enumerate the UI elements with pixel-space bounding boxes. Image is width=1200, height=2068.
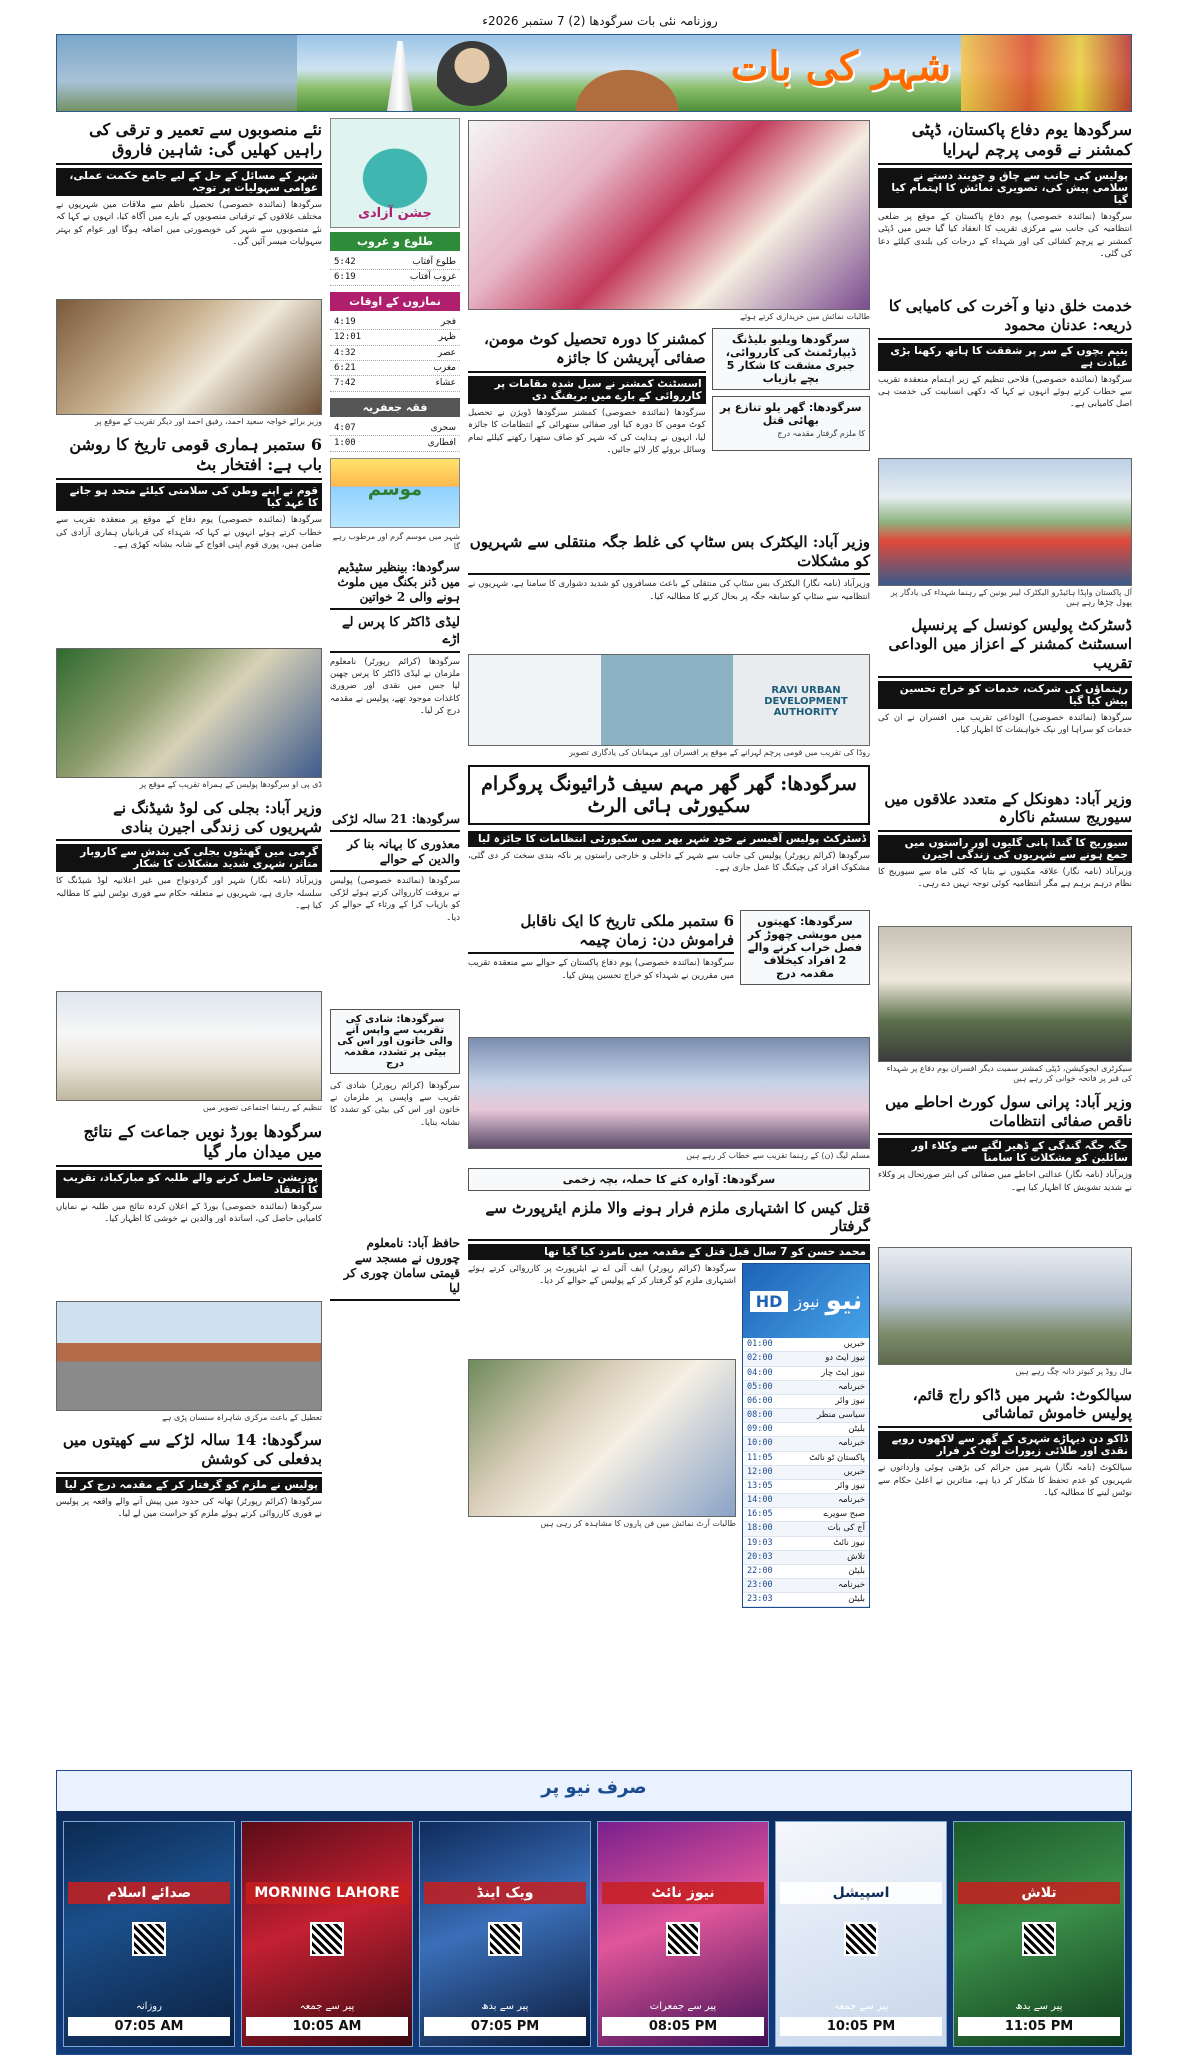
photo-caption: طالبات نمائش میں خریداری کرتے ہوئے — [740, 312, 870, 321]
photo-exhibition — [468, 120, 870, 310]
subheadline: پولیس نے ملزم کو گرفتار کر کے مقدمہ درج کر لیا — [56, 1477, 322, 1493]
promo-show-name: اسپیشل — [780, 1882, 942, 1904]
headline: سرگودھا: بینظیر سٹیڈیم میں ڈنر بکنگ میں ملوث ہونے والی 2 خواتین — [330, 558, 460, 610]
show-time: 05:00 — [747, 1381, 773, 1392]
show-time: 19:03 — [747, 1537, 773, 1548]
show-name: پاکستان ٹو نائٹ — [809, 1452, 865, 1463]
headline: ڈسٹرکٹ پولیس کونسل کے پرنسپل اسسٹنٹ کمشنر کے اعزاز میں الوداعی تقریب — [878, 614, 1132, 677]
article-row — [468, 1263, 870, 1614]
show-name: صبح سویرے — [823, 1509, 865, 1520]
qr-code-icon — [488, 1922, 522, 1956]
promo-days: پیر سے جمعہ — [833, 2001, 889, 2012]
promo-strip — [63, 1821, 1125, 2047]
prayer-time: 4:19 — [334, 316, 356, 327]
show-name: نیوز وائر — [835, 1395, 865, 1406]
show-time: 12:00 — [747, 1466, 773, 1477]
article-row — [468, 910, 870, 1036]
independence-tree-graphic — [330, 118, 460, 228]
qr-code-icon — [844, 1922, 878, 1956]
fiqh-row — [330, 421, 460, 436]
show-time: 02:00 — [747, 1353, 773, 1364]
article-body: وزیرآباد (نامہ نگار) علاقہ مکینوں نے بتایا کہ کئی ماہ سے سیوریج کا نظام درہم برہم ہے مگر انتظامیہ کوئی توجہ نہیں دے رہی۔ — [878, 867, 1132, 890]
promo-show-name: صدائے اسلام — [68, 1882, 230, 1904]
folk-dancers-image — [961, 35, 1131, 112]
subheadline: قوم نے اپنے وطن کی سلامتی کیلئے متحد ہو جانے کا عہد کیا — [56, 483, 322, 511]
photo-empty-road — [56, 1301, 322, 1411]
qr-code-icon — [1022, 1922, 1056, 1956]
fiqh-row — [330, 436, 460, 451]
fiqh-time: 4:07 — [334, 422, 356, 433]
promo-tagline: صرف نیو پر — [541, 1777, 647, 1798]
subheadline: محمد حسن کو 7 سال قبل قتل کے مقدمہ میں نامزد کیا گیا تھا — [468, 1244, 870, 1260]
schedule-row — [743, 1551, 869, 1565]
sunrise-row — [330, 255, 460, 270]
promo-days: پیر سے بدھ — [481, 2001, 529, 2012]
show-time: 10:00 — [747, 1438, 773, 1449]
headline: 6 ستمبر ہماری قومی تاریخ کا روشن باب ہے: افتخار بٹ — [56, 433, 322, 480]
news-brief-box — [712, 328, 870, 390]
schedule-row — [743, 1494, 869, 1508]
promo-time: 08:05 PM — [602, 2017, 764, 2036]
prayer-time: 12:01 — [334, 332, 362, 343]
photo-group — [56, 991, 322, 1101]
article-body: سرگودھا (نمائندہ خصوصی) یوم دفاع پاکستان کے موقع پر ضلعی انتظامیہ کی جانب سے مرکزی تقریب کا انعقاد کیا گیا جس میں ڈپٹی کمشنر نے پرچم کشائی کی اور شہداء کے درجات کی بلندی کیلئے دعا کی گئی۔ — [878, 212, 1132, 259]
article-body: سرگودھا (کرائم رپورٹر) پولیس کی جانب سے شہر کے داخلی و خارجی راستوں پر ناکہ بندی سخت کر دی گئی، مشکوک افراد کی چیکنگ کا عمل جاری ہے۔ — [468, 850, 870, 874]
prayer-name: مغرب — [433, 362, 456, 373]
masthead-banner — [56, 34, 1132, 112]
schedule-row — [743, 1565, 869, 1579]
headline: وزیر آباد: دھونکل کے متعدد علاقوں میں سیوریج سسٹم ناکارہ — [878, 788, 1132, 833]
promo-time: 11:05 PM — [958, 2017, 1120, 2036]
schedule-row — [743, 1480, 869, 1494]
headline: معذوری کا بہانہ بنا کر والدین کے حوالے — [330, 835, 460, 872]
photo-caption: سیکرٹری ایجوکیشن، ڈپٹی کمشنر سمیت دیگر افسران یوم دفاع پر شہداء کی قبر پر فاتحہ خوانی کر رہے ہیں — [886, 1064, 1132, 1084]
subheadline: جگہ جگہ گندگی کے ڈھیر لگنے سے وکلاء اور سائلین کو مشکلات کا سامنا — [878, 1138, 1132, 1166]
sun-times-header: طلوع و غروب — [330, 232, 460, 251]
promo-days: پیر سے بدھ — [1015, 2001, 1063, 2012]
schedule-row — [743, 1593, 869, 1607]
schedule-row — [743, 1508, 869, 1522]
photo-caption: تنظیم کے رہنما اجتماعی تصویر میں — [203, 1103, 322, 1113]
show-name: خبرنامہ — [838, 1580, 865, 1591]
subheadline: ڈاکو دن دیہاڑے شہری کے گھر سے لاکھوں روپے نقدی اور طلائی زیورات لوٹ کر فرار — [878, 1431, 1132, 1459]
article-row — [468, 328, 870, 531]
prayer-row — [330, 376, 460, 391]
photo-gathering — [468, 1037, 870, 1149]
headline-banner: سرگودھا: گھر گھر مہم سیف ڈرائیونگ پروگرام سکیورٹی ہائی الرٹ — [468, 765, 870, 825]
promo-card — [775, 1821, 947, 2047]
prayer-name: فجر — [440, 316, 456, 327]
qr-code-icon — [132, 1922, 166, 1956]
show-name: نیوز ایٹ دو — [825, 1353, 865, 1364]
subheadline: اسسٹنٹ کمشنر نے سیل شدہ مقامات پر کارروائی کے بارے میں بریفنگ دی — [468, 376, 706, 404]
side-briefs — [712, 328, 870, 531]
photo-caption: روڈا کی تقریب میں قومی پرچم لہرانے کے موقع پر افسران اور مہمانان کی یادگاری تصویر — [568, 748, 870, 758]
article-block — [468, 328, 706, 531]
show-time: 16:05 — [747, 1509, 773, 1520]
photo-caption: مال روڈ پر کبوتر دانہ چگ رہے ہیں — [1015, 1367, 1132, 1377]
brief-sub: کا ملزم گرفتار مقدمہ درج — [777, 429, 865, 439]
fiqh-name: افطاری — [427, 438, 456, 449]
photo-caption: تعطیل کے باعث مرکزی شاہراہ سنسان پڑی ہے — [162, 1412, 322, 1422]
show-name: خبرنامہ — [838, 1495, 865, 1506]
headline: خدمت خلق دنیا و آخرت کی کامیابی کا ذریعہ: عدنان محمود — [878, 295, 1132, 340]
schedule-row — [743, 1466, 869, 1480]
prayer-times-list — [330, 315, 460, 392]
photo-prayer — [878, 926, 1132, 1062]
promo-card — [953, 1821, 1125, 2047]
brief-text: سرگودھا ویلیو بلیڈنگ ڈیپارٹمنٹ کی کارروائی، جبری مشقت کا شکار 5 بچے بازیاب — [725, 333, 856, 386]
show-name: نیوز وائر — [835, 1480, 865, 1491]
qr-code-icon — [666, 1922, 700, 1956]
city-skyline-image — [57, 35, 297, 112]
side-briefs — [740, 910, 870, 1036]
article-body: سیالکوٹ (نامہ نگار) شہر میں جرائم کی بڑھتی ہوئی وارداتوں نے شہریوں کو عدم تحفظ کا شکار کر دیا ہے، متاثرین نے اعلیٰ حکام سے نوٹس لینے کا مطالبہ کیا۔ — [878, 1463, 1132, 1498]
sunset-label: غروب آفتاب — [409, 272, 456, 283]
article-body: سرگودھا (کرائم رپورٹر) نامعلوم ملزمان نے لیڈی ڈاکٹر کا پرس چھین لیا جس میں نقدی اور ضروری کاغذات موجود تھے، پولیس نے مقدمہ درج کر لیا۔ — [330, 656, 460, 717]
photo-caption: آل پاکستان واپڈا ہائیڈرو الیکٹرک لیبر یونین کے رہنما شہداء کی یادگار پر پھول چڑھا رہے ہیں — [890, 587, 1132, 607]
article-body: وزیرآباد (نامہ نگار) عدالتی احاطے میں صفائی کی ابتر صورتحال پر وکلاء نے شدید تشویش کا اظہار کیا ہے۔ — [878, 1170, 1132, 1193]
show-time: 23:00 — [747, 1580, 773, 1591]
show-time: 13:05 — [747, 1480, 773, 1491]
column-narrow — [330, 118, 460, 1304]
headline: سرگودھا: 14 سالہ لڑکے سے کھیتوں میں بدفعلی کی کوشش — [56, 1429, 322, 1474]
minar-illustration — [387, 41, 413, 111]
photo-art-exhibition — [468, 1359, 736, 1517]
column-left — [56, 118, 322, 1572]
article-body: وزیرآباد (نامہ نگار) الیکٹرک بس سٹاپ کی منتقلی کے باعث مسافروں کو شدید دشواری کا سامنا ہے، شہریوں نے انتظامیہ سے سٹاپ کو سابقہ جگہ پر بحال کرنے کا مطالبہ کیا۔ — [468, 579, 870, 602]
promo-time: 07:05 AM — [68, 2017, 230, 2036]
show-time: 04:00 — [747, 1367, 773, 1378]
schedule-row — [743, 1579, 869, 1593]
column-right — [878, 118, 1132, 1562]
headline: وزیر آباد: پرانی سول کورٹ احاطے میں ناقص صفائی انتظامات — [878, 1091, 1132, 1136]
headline: سرگودھا یوم دفاع پاکستان، ڈپٹی کمشنر نے قومی پرچم لہرایا — [878, 118, 1132, 165]
article-body: سرگودھا (کرائم رپورٹر) ایف آئی اے نے ایئرپورٹ پر کارروائی کرتے ہوئے اشتہاری ملزم کو گرفتار کر کے پولیس کے حوالے کر دیا۔ — [468, 1264, 736, 1287]
ravi-authority-logo: RAVI URBAN DEVELOPMENT AUTHORITY — [764, 685, 848, 719]
subheadline: ڈسٹرکٹ پولیس آفیسر نے خود شہر بھر میں سکیورٹی انتظامات کا جائزہ لیا — [468, 831, 870, 847]
schedule-row — [743, 1367, 869, 1381]
headline: کمشنر کا دورہ تحصیل کوٹ مومن، صفائی آپریشن کا جائزہ — [468, 328, 706, 373]
article-body: سرگودھا (نمائندہ خصوصی) فلاحی تنظیم کے زیر اہتمام منعقدہ تقریب سے خطاب کرتے ہوئے انہوں نے کہا کہ دکھی انسانیت کی خدمت ہی اصل کامیابی ہے۔ — [878, 374, 1132, 410]
schedule-row — [743, 1409, 869, 1423]
promo-card — [63, 1821, 235, 2047]
schedule-row — [743, 1437, 869, 1451]
hd-badge: HD — [750, 1291, 789, 1312]
neo-logo-sub: نیوز — [794, 1291, 820, 1311]
fiqh-header: فقہ جعفریہ — [330, 398, 460, 417]
article-body: سرگودھا (نمائندہ خصوصی) بورڈ کے اعلان کردہ نتائج میں طلبہ نے نمایاں کامیابی حاصل کی، اساتذہ اور والدین نے خوشی کا اظہار کیا۔ — [56, 1201, 322, 1224]
article-body: سرگودھا (نمائندہ خصوصی) یوم دفاع پاکستان کے حوالے سے منعقدہ تقریب میں مقررین نے شہداء کو خراج تحسین پیش کیا۔ — [468, 958, 734, 981]
show-name: تلاش — [847, 1551, 865, 1562]
promo-card — [419, 1821, 591, 2047]
subheadline: یتیم بچوں کے سر پر شفقت کا ہاتھ رکھنا بڑی عبادت ہے — [878, 343, 1132, 371]
article-body: سرگودھا (نمائندہ خصوصی) پولیس نے بروقت کارروائی کرتے ہوئے لڑکی کو بازیاب کرا کے ورثاء کے حوالے کر دیا۔ — [330, 875, 460, 923]
prayer-times-header: نمازوں کے اوقات — [330, 292, 460, 311]
neo-news-logo — [743, 1264, 869, 1338]
show-name: بلیٹن — [848, 1594, 865, 1605]
show-name: خبرنامہ — [838, 1438, 865, 1449]
subheadline: گرمی میں گھنٹوں بجلی کی بندش سے کاروبار متاثر، شہری شدید مشکلات کا شکار — [56, 844, 322, 872]
prayer-row — [330, 315, 460, 330]
column-center — [468, 118, 870, 1614]
show-name: بلیٹن — [848, 1565, 865, 1576]
prayer-name: عصر — [437, 347, 456, 358]
show-name: خبرنامہ — [838, 1381, 865, 1392]
promo-show-name: MORNING LAHORE — [246, 1882, 408, 1904]
news-brief-box — [330, 1009, 460, 1074]
headline: 6 ستمبر ملکی تاریخ کا ایک ناقابل فراموش دن: زمان چیمہ — [468, 910, 734, 955]
fiqh-name: سحری — [430, 422, 456, 433]
promo-days: پیر سے جمعرات — [649, 2001, 717, 2012]
subheadline: سیوریج کا گندا پانی گلیوں اور راستوں میں جمع ہونے سے شہریوں کی زندگی اجیرن — [878, 835, 1132, 863]
prayer-name: عشاء — [435, 378, 456, 389]
brief-text: سرگودھا: کھیتوں میں مویشی چھوڑ کر فصل خراب کرنے والے 2 افراد کیخلاف مقدمہ درج — [747, 914, 863, 980]
news-brief-box — [468, 1168, 870, 1191]
fiqh-times-list — [330, 421, 460, 452]
photo-caption: مسلم لیگ (ن) کے رہنما تقریب سے خطاب کر رہے ہیں — [686, 1151, 870, 1161]
show-name: سیاسی منظر — [817, 1410, 865, 1421]
schedule-row — [743, 1381, 869, 1395]
article-body: سرگودھا (نمائندہ خصوصی) تحصیل ناظم سے ملاقات میں شہریوں نے مختلف علاقوں کے ترقیاتی منصوبوں کے بارے میں آگاہ کیا، انہوں نے کہا کہ نئے منصوبوں سے شہر کی خوبصورتی میں اضافہ ہوگا اور عوام کو بہتر سہولیات میسر آئیں گی۔ — [56, 200, 322, 247]
photo-memorial — [878, 458, 1132, 586]
headline: حافظ آباد: نامعلوم چوروں نے مسجد سے قیمتی سامان چوری کر لیا — [330, 1234, 460, 1301]
headline: وزیر آباد: الیکٹرک بس سٹاپ کی غلط جگہ منتقلی سے شہریوں کو مشکلات — [468, 531, 870, 576]
promo-show-name: ویک اینڈ — [424, 1882, 586, 1904]
schedule-row — [743, 1452, 869, 1466]
prayer-time: 6:21 — [334, 362, 356, 373]
photo-pigeons — [878, 1247, 1132, 1365]
article-body: سرگودھا (کرائم رپورٹر) تھانہ کی حدود میں پیش آنے والے واقعہ پر پولیس نے فوری کارروائی کرتے ہوئے ملزم کو حراست میں لے لیا۔ — [56, 1496, 322, 1519]
promo-time: 10:05 PM — [780, 2017, 942, 2036]
show-time: 22:00 — [747, 1565, 773, 1576]
brief-text: سرگودھا: آوارہ کتے کا حملہ، بچہ زخمی — [562, 1172, 776, 1186]
photo-ravi-authority — [468, 654, 870, 746]
prayer-row — [330, 330, 460, 345]
show-time: 06:00 — [747, 1395, 773, 1406]
prayer-time: 4:32 — [334, 347, 356, 358]
headline: نئے منصوبوں سے تعمیر و ترقی کی راہیں کھلیں گی: شاہین فاروق — [56, 118, 322, 165]
headline: سرگودھا بورڈ نویں جماعت کے نتائج میں میدان مار گیا — [56, 1120, 322, 1167]
show-time: 18:00 — [747, 1523, 773, 1534]
headline: قتل کیس کا اشتہاری ملزم فرار ہونے والا ملزم ایئرپورٹ سے گرفتار — [468, 1197, 870, 1242]
promo-card — [241, 1821, 413, 2047]
sunset-time: 6:19 — [334, 272, 356, 283]
article-body: سرگودھا (نمائندہ خصوصی) کمشنر سرگودھا ڈویژن نے تحصیل کوٹ مومن کا دورہ کیا اور صفائی ستھرائی کے انتظامات کا جائزہ لیا، انہوں نے ہدایت کی کہ شہر کو صاف ستھرا رکھنے کیلئے تمام وسائل بروئے کار لائے جائیں۔ — [468, 407, 706, 455]
headline: سرگودھا: 21 سالہ لڑکی — [330, 810, 460, 832]
brief-text: سرگودھا: گھر یلو تنازع پر بھائی قتل — [719, 401, 862, 428]
headline: سیالکوٹ: شہر میں ڈاکو راج قائم، پولیس خاموش تماشائی — [878, 1384, 1132, 1429]
weather-text: شہر میں موسم گرم اور مرطوب رہے گا — [332, 531, 460, 551]
photo-caption: ڈی پی او سرگودھا پولیس کے ہمراہ تقریب کے موقع پر — [139, 780, 322, 790]
show-name: خبریں — [843, 1466, 865, 1477]
fiqh-time: 1:00 — [334, 438, 356, 449]
show-time: 09:00 — [747, 1424, 773, 1435]
promo-show-name: نیوز نائٹ — [602, 1882, 764, 1904]
tomb-dome-illustration — [567, 63, 687, 111]
article-body: سرگودھا (نمائندہ خصوصی) الوداعی تقریب میں افسران نے ان کی خدمات کو سراہا اور نیک خواہشات کا اظہار کیا۔ — [878, 712, 1132, 735]
tree-title: جشن آزادی — [358, 206, 432, 221]
show-name: بلیٹن — [848, 1424, 865, 1435]
portrait-illustration — [437, 41, 507, 111]
sunrise-label: طلوع آفتاب — [412, 257, 456, 267]
photo-police-event — [56, 648, 322, 778]
promo-card — [597, 1821, 769, 2047]
schedule-row — [743, 1522, 869, 1536]
show-time: 01:00 — [747, 1339, 773, 1350]
show-time: 11:05 — [747, 1452, 773, 1463]
sunset-row — [330, 270, 460, 285]
subheadline: رہنماؤں کی شرکت، خدمات کو خراج تحسین پیش کیا گیا — [878, 681, 1132, 709]
prayer-row — [330, 361, 460, 376]
article-block — [468, 1263, 736, 1614]
promo-days: پیر سے جمعہ — [299, 2001, 355, 2012]
weather-graphic — [330, 458, 460, 528]
article-block — [468, 910, 734, 1036]
promo-time: 10:05 AM — [246, 2017, 408, 2036]
schedule-row — [743, 1338, 869, 1352]
subheadline: پولیس کی جانب سے چاق و چوبند دستے نے سلامی پیش کی، تصویری نمائش کا اہتمام کیا گیا — [878, 168, 1132, 208]
news-brief-box — [712, 396, 870, 450]
prayer-time: 7:42 — [334, 378, 356, 389]
article-body: سرگودھا (نمائندہ خصوصی) یوم دفاع کے موقع پر منعقدہ تقریب سے خطاب کرتے ہوئے انہوں نے کہا کہ شہداء کی قربانیاں ہماری آزادی کی ضامن ہیں، پوری قوم اپنی افواج کے شانہ بشانہ کھڑی ہے۔ — [56, 515, 322, 551]
show-time: 14:00 — [747, 1495, 773, 1506]
subheadline: شہر کے مسائل کے حل کے لیے جامع حکمت عملی، عوامی سہولیات پر توجہ — [56, 168, 322, 196]
subheadline: پوزیشن حاصل کرنے والے طلبہ کو مبارکباد، تقریب کا انعقاد — [56, 1170, 322, 1198]
promo-show-name: تلاش — [958, 1882, 1120, 1904]
schedule-row — [743, 1352, 869, 1366]
show-time: 20:03 — [747, 1551, 773, 1562]
news-brief-box — [740, 910, 870, 985]
photo-meeting — [56, 299, 322, 415]
prayer-name: ظہر — [438, 332, 456, 343]
schedule-row — [743, 1395, 869, 1409]
section-title: شہر کی بات — [730, 43, 951, 90]
show-name: نیوز نائٹ — [833, 1537, 865, 1548]
article-body: سرگودھا (کرائم رپورٹر) شادی کی تقریب سے واپسی پر ملزمان نے خاتون اور اس کی بیٹی کو تشدد کا نشانہ بنایا۔ — [330, 1080, 460, 1128]
schedule-row — [743, 1423, 869, 1437]
show-time: 08:00 — [747, 1410, 773, 1421]
schedule-list — [743, 1338, 869, 1607]
tv-schedule-box — [742, 1263, 870, 1608]
headline: وزیر آباد: بجلی کی لوڈ شیڈنگ نے شہریوں کی زندگی اجیرن بنادی — [56, 797, 322, 842]
tv-promo-advertisement — [56, 1770, 1132, 2055]
show-name: خبریں — [843, 1339, 865, 1350]
prayer-row — [330, 346, 460, 361]
promo-time: 07:05 PM — [424, 2017, 586, 2036]
neo-logo-text: نیو — [825, 1286, 863, 1317]
schedule-row — [743, 1537, 869, 1551]
photo-caption: طالبات آرٹ نمائش میں فن پاروں کا مشاہدہ کر رہی ہیں — [540, 1519, 736, 1529]
photo-caption: وزیر برائے خواجہ سعید احمد، رفیق احمد اور دیگر تقریب کے موقع پر — [94, 417, 322, 426]
article-body: وزیرآباد (نامہ نگار) شہر اور گردونواح میں غیر اعلانیہ لوڈ شیڈنگ کا سلسلہ جاری ہے، شہریوں نے متعلقہ حکام سے فوری نوٹس لینے کا مطالبہ کیا ہے۔ — [56, 876, 322, 911]
sunrise-time: 5:42 — [334, 257, 356, 267]
dateline: روزنامہ نئی بات سرگودھا (2) 7 ستمبر 2026ء — [482, 14, 718, 28]
show-name: نیوز ایٹ چار — [821, 1367, 865, 1378]
promo-days: روزانہ — [136, 2001, 162, 2012]
headline: لیڈی ڈاکٹر کا پرس لے اڑے — [330, 613, 460, 653]
qr-code-icon — [310, 1922, 344, 1956]
brief-text: سرگودھا: شادی کی تقریب سے واپس آنے والی خاتون اور اس کی بیٹی پر تشدد، مقدمہ درج — [337, 1013, 453, 1069]
weather-title: موسم — [367, 478, 423, 500]
show-name: آج کی بات — [827, 1523, 865, 1534]
show-time: 23:03 — [747, 1594, 773, 1605]
